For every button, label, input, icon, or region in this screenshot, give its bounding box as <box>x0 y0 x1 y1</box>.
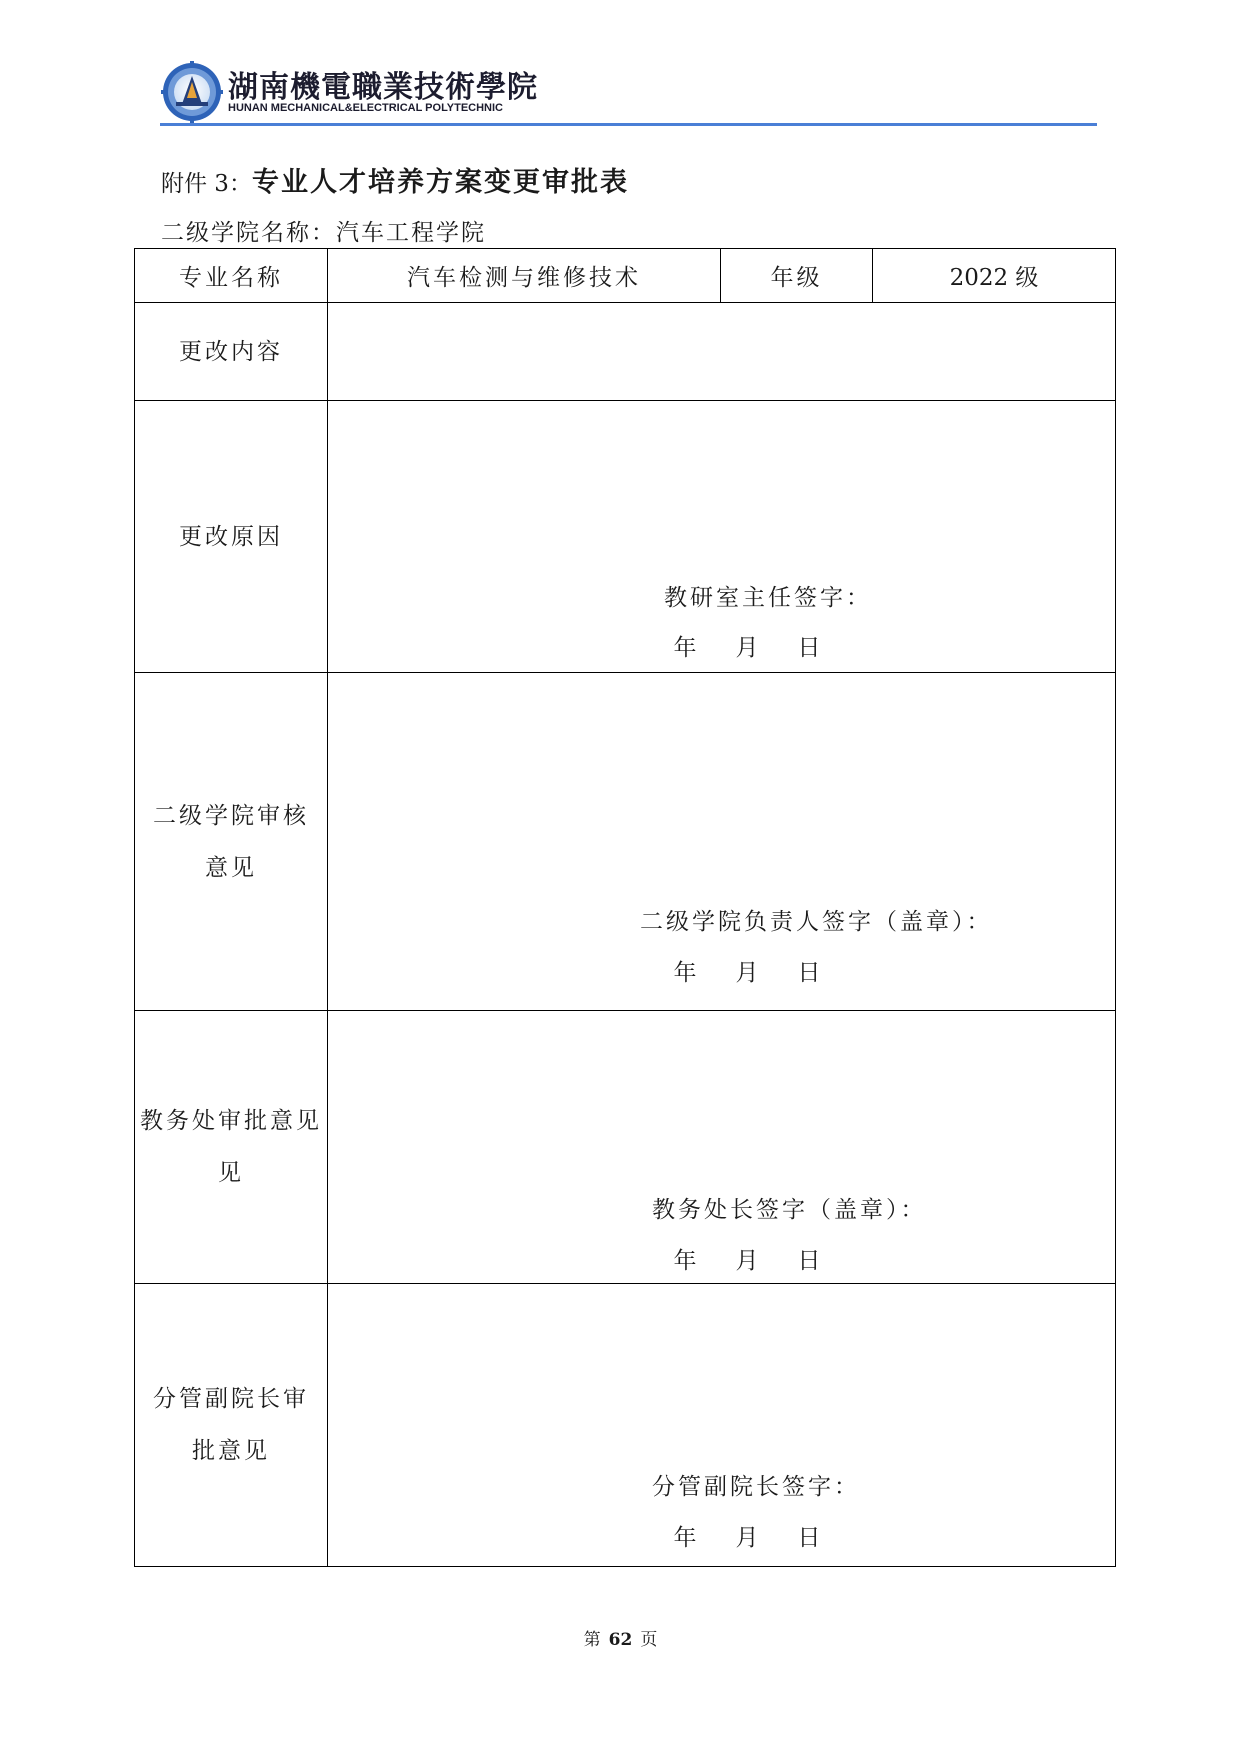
page-prefix: 第 <box>583 1630 601 1650</box>
college-review-label-line1: 二级学院审核 <box>153 802 309 829</box>
vice-president-field[interactable] <box>328 1284 1116 1567</box>
change-content-field[interactable] <box>328 303 1116 401</box>
academic-affairs-label-line2: 见 <box>218 1160 244 1186</box>
change-content-label: 更改内容 <box>135 303 328 401</box>
college-review-label-line2: 意见 <box>205 854 257 881</box>
school-name-cn: 湖南機電職業技術學院 <box>228 70 538 105</box>
college-head-signature-label: 二级学院负责人签字（盖章）： <box>640 909 993 935</box>
approval-form-table <box>134 248 1116 1567</box>
school-name-en: HUNAN MECHANICAL&ELECTRICAL POLYTECHNIC <box>228 102 504 114</box>
vice-president-label-line1: 分管副院长审 <box>153 1386 309 1412</box>
date-month: 月 <box>735 1248 759 1274</box>
date-month: 月 <box>735 635 759 661</box>
college-review-field[interactable] <box>328 673 1116 1011</box>
attachment-prefix: 附件 3： <box>161 171 252 197</box>
academic-affairs-field[interactable] <box>328 1011 1116 1284</box>
date-day: 日 <box>797 635 821 661</box>
college-name-line: 二级学院名称：汽车工程学院 <box>161 220 486 246</box>
header-divider <box>160 123 1097 126</box>
form-title: 专业人才培养方案变更审批表 <box>251 167 629 198</box>
table-row-vice-president <box>135 1284 1116 1567</box>
date-day: 日 <box>797 1248 821 1274</box>
table-row-major <box>135 249 1116 303</box>
date-year: 年 <box>673 1248 697 1274</box>
change-reason-label: 更改原因 <box>135 401 328 673</box>
school-emblem-icon <box>160 58 224 124</box>
academic-dean-signature-label: 教务处长签字（盖章）： <box>652 1197 927 1223</box>
page-number-value: 62 <box>608 1630 633 1650</box>
vice-president-signature-label: 分管副院长签字： <box>652 1474 860 1500</box>
page-header <box>160 48 1100 128</box>
table-row-college-review <box>135 673 1116 1011</box>
major-label: 专业名称 <box>135 249 328 303</box>
change-reason-field[interactable] <box>328 401 1116 673</box>
date-month: 月 <box>735 1525 759 1551</box>
date-year: 年 <box>673 1525 697 1551</box>
date-line <box>654 629 840 662</box>
date-day: 日 <box>797 960 821 986</box>
date-line <box>654 1242 840 1275</box>
college-review-label <box>135 673 328 1011</box>
date-line <box>654 1519 840 1552</box>
major-value: 汽车检测与维修技术 <box>328 249 721 303</box>
grade-label: 年级 <box>721 249 873 303</box>
director-signature-label: 教研室主任签字： <box>664 585 872 611</box>
table-row-change-content <box>135 303 1116 401</box>
page-number <box>0 1625 1241 1650</box>
document-title <box>161 160 629 199</box>
date-year: 年 <box>673 960 697 986</box>
academic-affairs-label-line1: 教务处审批意见 <box>140 1108 322 1134</box>
date-line <box>654 954 840 987</box>
date-month: 月 <box>735 960 759 986</box>
page-suffix: 页 <box>640 1630 658 1650</box>
academic-affairs-label <box>135 1011 328 1284</box>
table-row-change-reason <box>135 401 1116 673</box>
grade-value: 2022 级 <box>873 249 1116 303</box>
vice-president-label <box>135 1284 328 1567</box>
date-year: 年 <box>673 635 697 661</box>
date-day: 日 <box>797 1525 821 1551</box>
vice-president-label-line2: 批意见 <box>192 1438 270 1464</box>
table-row-academic-affairs <box>135 1011 1116 1284</box>
